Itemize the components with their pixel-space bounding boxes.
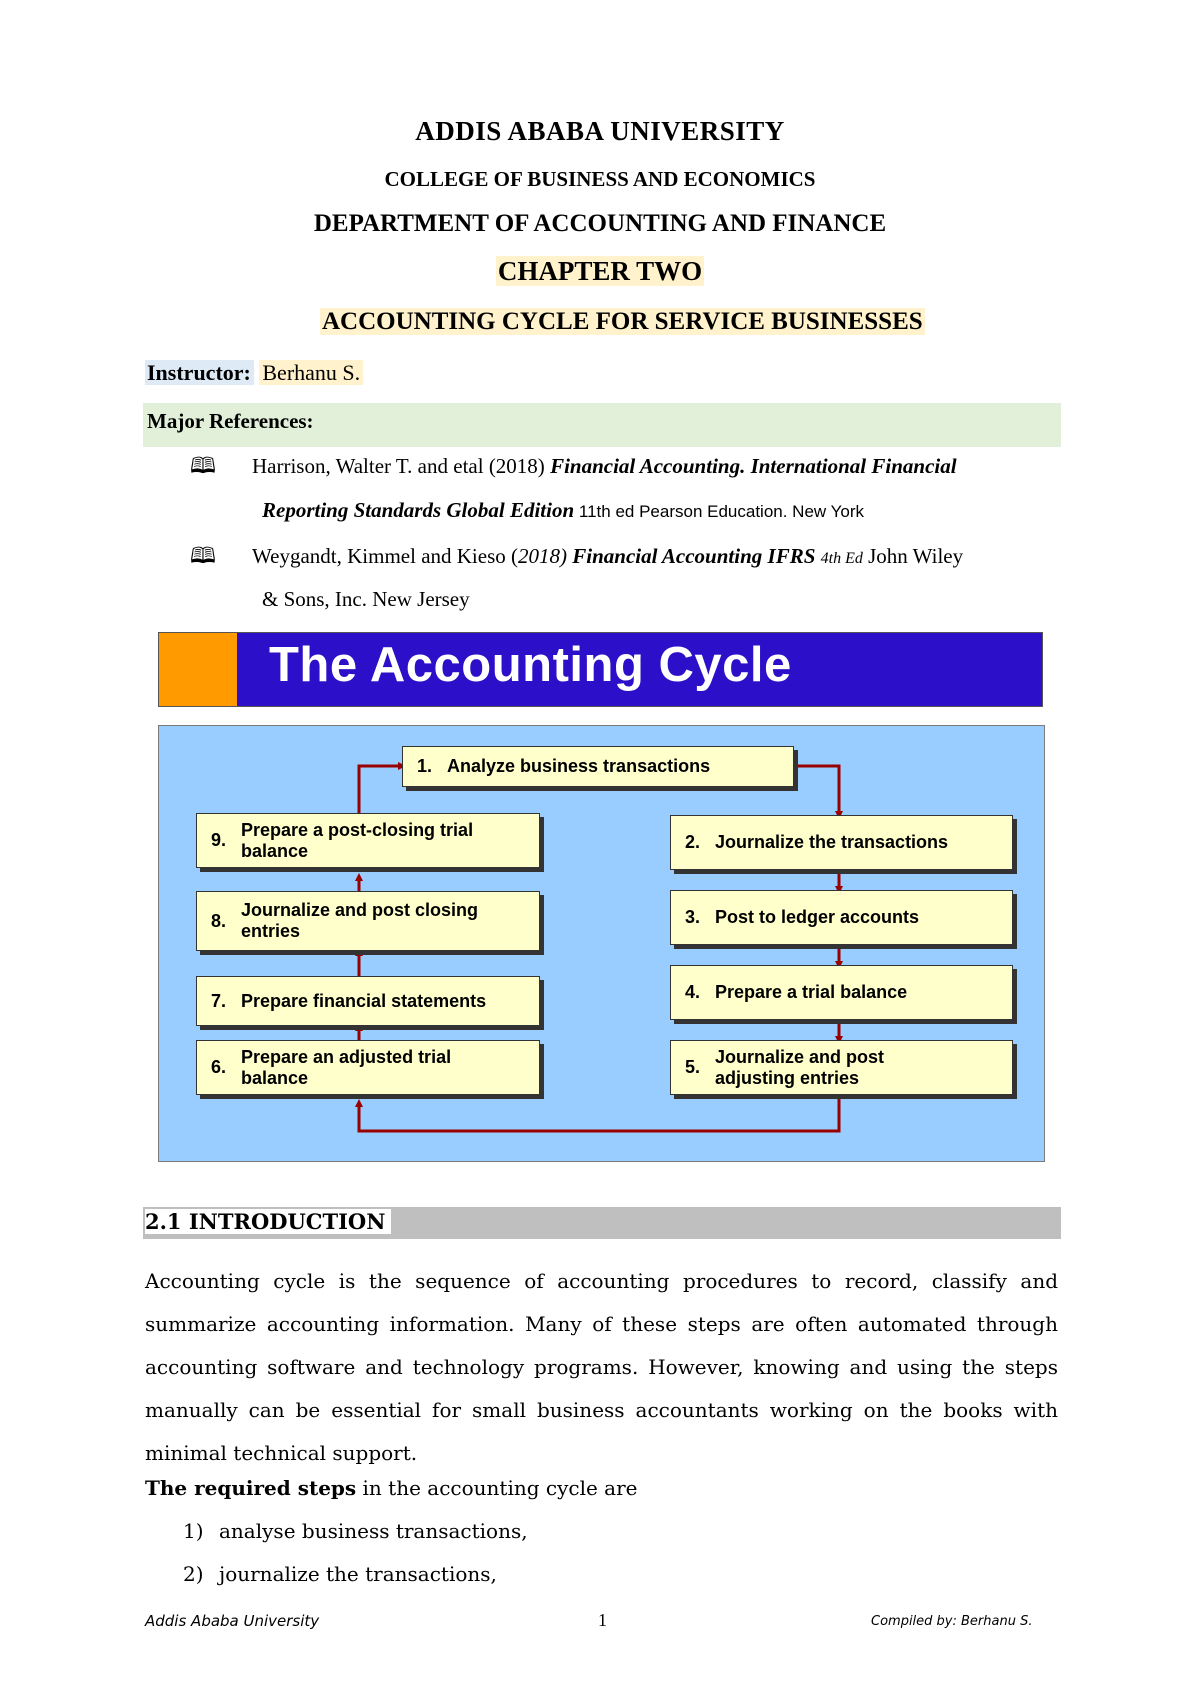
diagram-accent-block: [159, 633, 237, 706]
list-item: [183, 1519, 528, 1543]
reference-2-publisher: John Wiley: [862, 544, 964, 568]
arrow-5-to-6: [359, 1096, 839, 1131]
intro-paragraph: Accounting cycle is the sequence of accounting procedures to record, classify and summarize accounting information. Many of these steps are often automated through accounting software and technology programs. However, knowing and using the steps manually can be essential for small business accountants working on the books with minimal technical support.: [145, 1269, 1058, 1465]
cycle-step-5: [670, 1040, 1013, 1095]
cycle-step-8: [196, 891, 540, 951]
cycle-step-7: [196, 976, 540, 1026]
accounting-cycle-diagram: [158, 725, 1045, 1162]
reference-1-line-2: [262, 488, 864, 534]
cycle-step-9: [196, 813, 540, 868]
reference-2-authors: Weygandt, Kimmel and Kieso (: [252, 544, 518, 568]
reference-2-title: Financial Accounting IFRS: [567, 544, 821, 568]
reference-1-title-cont: Reporting Standards Global Edition: [262, 498, 575, 522]
footer-right: Compiled by: Berhanu S.: [871, 1614, 1033, 1629]
cycle-step-6: [196, 1040, 540, 1095]
step-number: 5.: [685, 1057, 701, 1077]
cycle-step-4: [670, 965, 1013, 1020]
step-number: 6.: [211, 1057, 227, 1077]
list-number: 1): [183, 1519, 204, 1543]
list-text: analyse business transactions,: [219, 1519, 528, 1543]
steps-lead-bold: The required steps: [145, 1476, 357, 1500]
step-text: Prepare a post-closing trial balance: [241, 819, 474, 861]
instructor-name: Berhanu S.: [259, 360, 363, 385]
diagram-title: The Accounting Cycle: [269, 638, 792, 692]
step-text: Journalize and post adjusting entries: [715, 1046, 885, 1088]
instructor-line: [145, 360, 363, 386]
arrow-9-to-1: [359, 766, 402, 813]
cycle-step-2: [670, 815, 1013, 870]
arrow-1-to-2: [795, 766, 839, 815]
section-heading-bar: [143, 1207, 1061, 1239]
reference-1-line-1: [252, 444, 957, 488]
step-number: 9.: [211, 830, 227, 850]
step-number: 4.: [685, 982, 701, 1002]
chapter-subtitle: [320, 308, 925, 336]
step-number: 8.: [211, 910, 227, 931]
step-text: Journalize the transactions: [715, 832, 949, 852]
list-text: journalize the transactions,: [219, 1562, 497, 1586]
step-text: Prepare an adjusted trial balance: [241, 1046, 452, 1088]
reference-2-year: 2018): [518, 544, 567, 568]
reference-1-authors: Harrison, Walter T. and etal (2018): [252, 454, 551, 478]
references-heading-bar: [143, 403, 1061, 447]
step-number: 2.: [685, 832, 701, 852]
cycle-step-1: [402, 746, 794, 787]
college-title: COLLEGE OF BUSINESS AND ECONOMICS: [384, 167, 816, 191]
chapter-title: [0, 256, 1200, 287]
reference-2-line-1: [252, 534, 963, 581]
step-number: 1.: [417, 756, 433, 776]
page-number: 1: [598, 1610, 607, 1630]
diagram-title-bar: [158, 632, 1043, 707]
steps-lead: [145, 1476, 638, 1500]
step-text: Journalize and post closing entries: [241, 900, 479, 941]
chapter-title-text: CHAPTER TWO: [497, 256, 703, 286]
reference-1-title: Financial Accounting. International Financial: [550, 454, 957, 478]
step-text: Prepare a trial balance: [715, 982, 908, 1002]
reference-1-publisher: 11th ed Pearson Education. New York: [574, 502, 864, 521]
references-heading: Major References:: [147, 409, 314, 433]
university-title: ADDIS ABABA UNIVERSITY: [415, 116, 785, 146]
step-number: 7.: [211, 990, 227, 1011]
steps-lead-rest: in the accounting cycle are: [356, 1476, 638, 1500]
step-text: Analyze business transactions: [447, 756, 711, 776]
section-heading: 2.1 INTRODUCTION: [145, 1209, 391, 1234]
list-number: 2): [183, 1562, 204, 1586]
footer-left: Addis Ababa University: [145, 1612, 320, 1630]
book-icon: 🕮: [190, 544, 216, 569]
instructor-label: Instructor:: [145, 360, 254, 385]
book-icon: 🕮: [190, 454, 216, 479]
step-text: Prepare financial statements: [241, 990, 487, 1011]
step-number: 3.: [685, 907, 701, 927]
step-text: Post to ledger accounts: [715, 907, 920, 927]
list-item: [183, 1562, 497, 1586]
reference-2-edition: 4th Ed: [820, 550, 863, 567]
chapter-subtitle-text: ACCOUNTING CYCLE FOR SERVICE BUSINESSES: [322, 308, 923, 335]
cycle-step-3: [670, 890, 1013, 945]
department-title: DEPARTMENT OF ACCOUNTING AND FINANCE: [313, 210, 887, 237]
reference-2-line-2: & Sons, Inc. New Jersey: [262, 587, 470, 611]
